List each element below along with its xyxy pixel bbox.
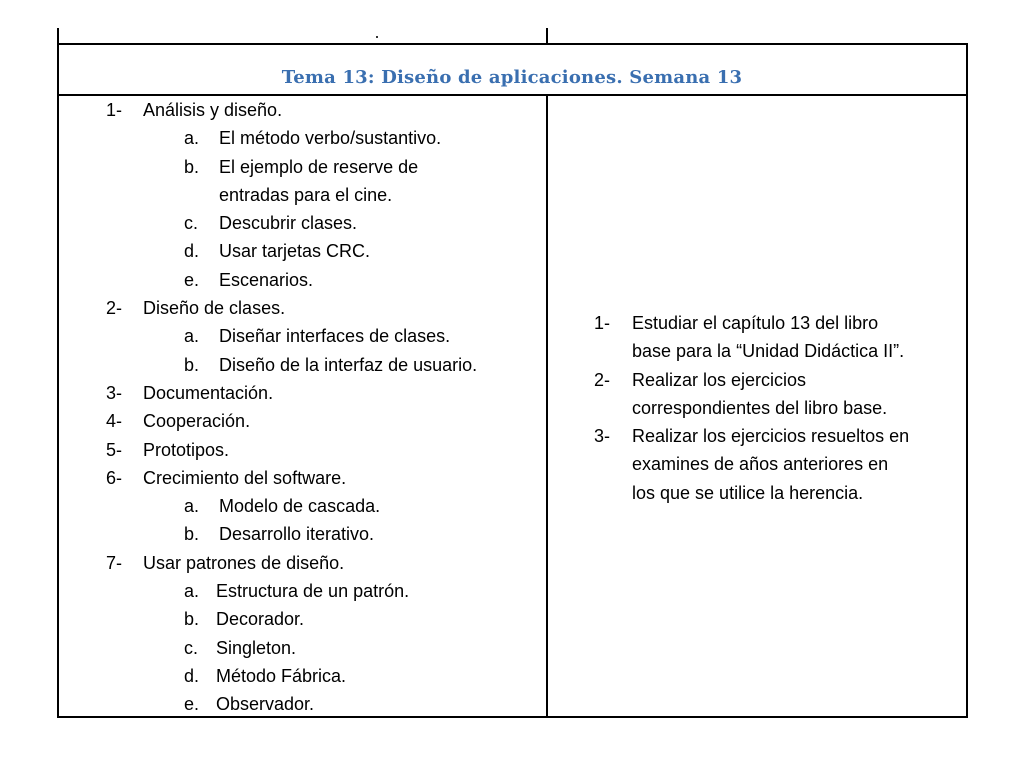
subtopic-item [60, 690, 540, 718]
subtopic-item [60, 577, 540, 605]
subtopic-text: Usar tarjetas CRC. [219, 241, 371, 262]
page-title: Tema 13: Diseño de aplicaciones. Semana 13 [281, 67, 743, 88]
topic-item [60, 436, 540, 464]
subtopic-item [60, 492, 540, 520]
subtopic-letter: b. [184, 609, 200, 630]
subtopic-item [60, 266, 540, 294]
subtopic-item [60, 153, 540, 181]
stray-mark [376, 36, 378, 38]
subtopic-text: entradas para el cine. [219, 184, 393, 205]
topic-item [60, 96, 540, 124]
topic-text: Diseño de clases. [143, 298, 286, 319]
column-divider [546, 94, 548, 718]
subtopic-text: Singleton. [216, 637, 297, 658]
topic-number: 6- [106, 467, 123, 488]
subtopic-letter: b. [184, 524, 200, 545]
subtopic-letter: d. [184, 241, 200, 262]
subtopic-letter: a. [184, 581, 200, 602]
topic-text: Prototipos. [143, 439, 230, 460]
subtopic-text: Decorador. [216, 609, 305, 630]
task-text: Realizar los ejercicios [632, 369, 807, 390]
table-right-border [966, 43, 968, 718]
task-text: examines de años anteriores en [632, 454, 889, 475]
topic-number: 2- [106, 298, 123, 319]
subtopic-text: Observador. [216, 694, 315, 715]
subtopic-item [60, 351, 540, 379]
subtopic-letter: c. [184, 213, 199, 234]
subtopic-item [60, 605, 540, 633]
subtopic-item [60, 209, 540, 237]
subtopic-continuation [60, 181, 540, 209]
topic-item [60, 379, 540, 407]
subtopic-letter: a. [184, 128, 200, 149]
task-list [550, 309, 962, 507]
subtopic-letter: b. [184, 156, 200, 177]
topic-text: Crecimiento del software. [143, 467, 347, 488]
topic-item [60, 407, 540, 435]
topic-number: 1- [106, 100, 123, 120]
task-number: 1- [594, 313, 611, 333]
subtopic-item [60, 322, 540, 350]
task-continuation [550, 479, 962, 507]
subtopic-item [60, 520, 540, 548]
task-continuation [550, 394, 962, 422]
topic-number: 4- [106, 411, 123, 432]
topic-text: Documentación. [143, 382, 274, 403]
subtopic-item [60, 634, 540, 662]
subtopic-letter: e. [184, 269, 200, 290]
topic-text: Análisis y diseño. [143, 100, 283, 120]
table-top-border [57, 43, 967, 45]
task-item [550, 422, 962, 450]
table-left-border [57, 43, 59, 718]
subtopic-letter: a. [184, 496, 200, 517]
topic-item [60, 464, 540, 492]
topic-number: 3- [106, 382, 123, 403]
topic-item [60, 294, 540, 322]
task-number: 3- [594, 426, 611, 447]
subtopic-item [60, 124, 540, 152]
subtopic-text: Diseñar interfaces de clases. [219, 326, 451, 347]
topic-number: 7- [106, 552, 123, 573]
task-item [550, 309, 962, 337]
subtopic-item [60, 237, 540, 265]
topic-number: 5- [106, 439, 123, 460]
subtopic-text: Estructura de un patrón. [216, 581, 410, 602]
subtopic-text: Diseño de la interfaz de usuario. [219, 354, 478, 375]
topic-text: Usar patrones de diseño. [143, 552, 345, 573]
task-text: correspondientes del libro base. [632, 397, 888, 418]
topic-list [60, 96, 540, 719]
subtopic-letter: d. [184, 665, 200, 686]
task-continuation [550, 450, 962, 478]
task-continuation [550, 337, 962, 365]
task-text: base para la “Unidad Didáctica II”. [632, 341, 905, 362]
subtopic-letter: a. [184, 326, 200, 347]
subtopic-text: El ejemplo de reserve de [219, 156, 419, 177]
subtopic-text: El método verbo/sustantivo. [219, 128, 442, 149]
subtopic-letter: c. [184, 637, 199, 658]
task-text: Realizar los ejercicios resueltos en [632, 426, 910, 447]
task-item [550, 366, 962, 394]
subtopic-item [60, 662, 540, 690]
task-text: Estudiar el capítulo 13 del libro [632, 313, 879, 333]
subtopic-letter: b. [184, 354, 200, 375]
subtopic-text: Método Fábrica. [216, 665, 347, 686]
subtopic-text: Desarrollo iterativo. [219, 524, 375, 545]
subtopic-text: Modelo de cascada. [219, 496, 381, 517]
task-number: 2- [594, 369, 611, 390]
table-top-left-border-stub [57, 28, 59, 44]
table-top-mid-border-stub [546, 28, 548, 44]
subtopic-text: Descubrir clases. [219, 213, 358, 234]
task-text: los que se utilice la herencia. [632, 482, 864, 503]
subtopic-text: Escenarios. [219, 269, 314, 290]
topic-item [60, 549, 540, 577]
topic-text: Cooperación. [143, 411, 251, 432]
subtopic-letter: e. [184, 694, 200, 715]
